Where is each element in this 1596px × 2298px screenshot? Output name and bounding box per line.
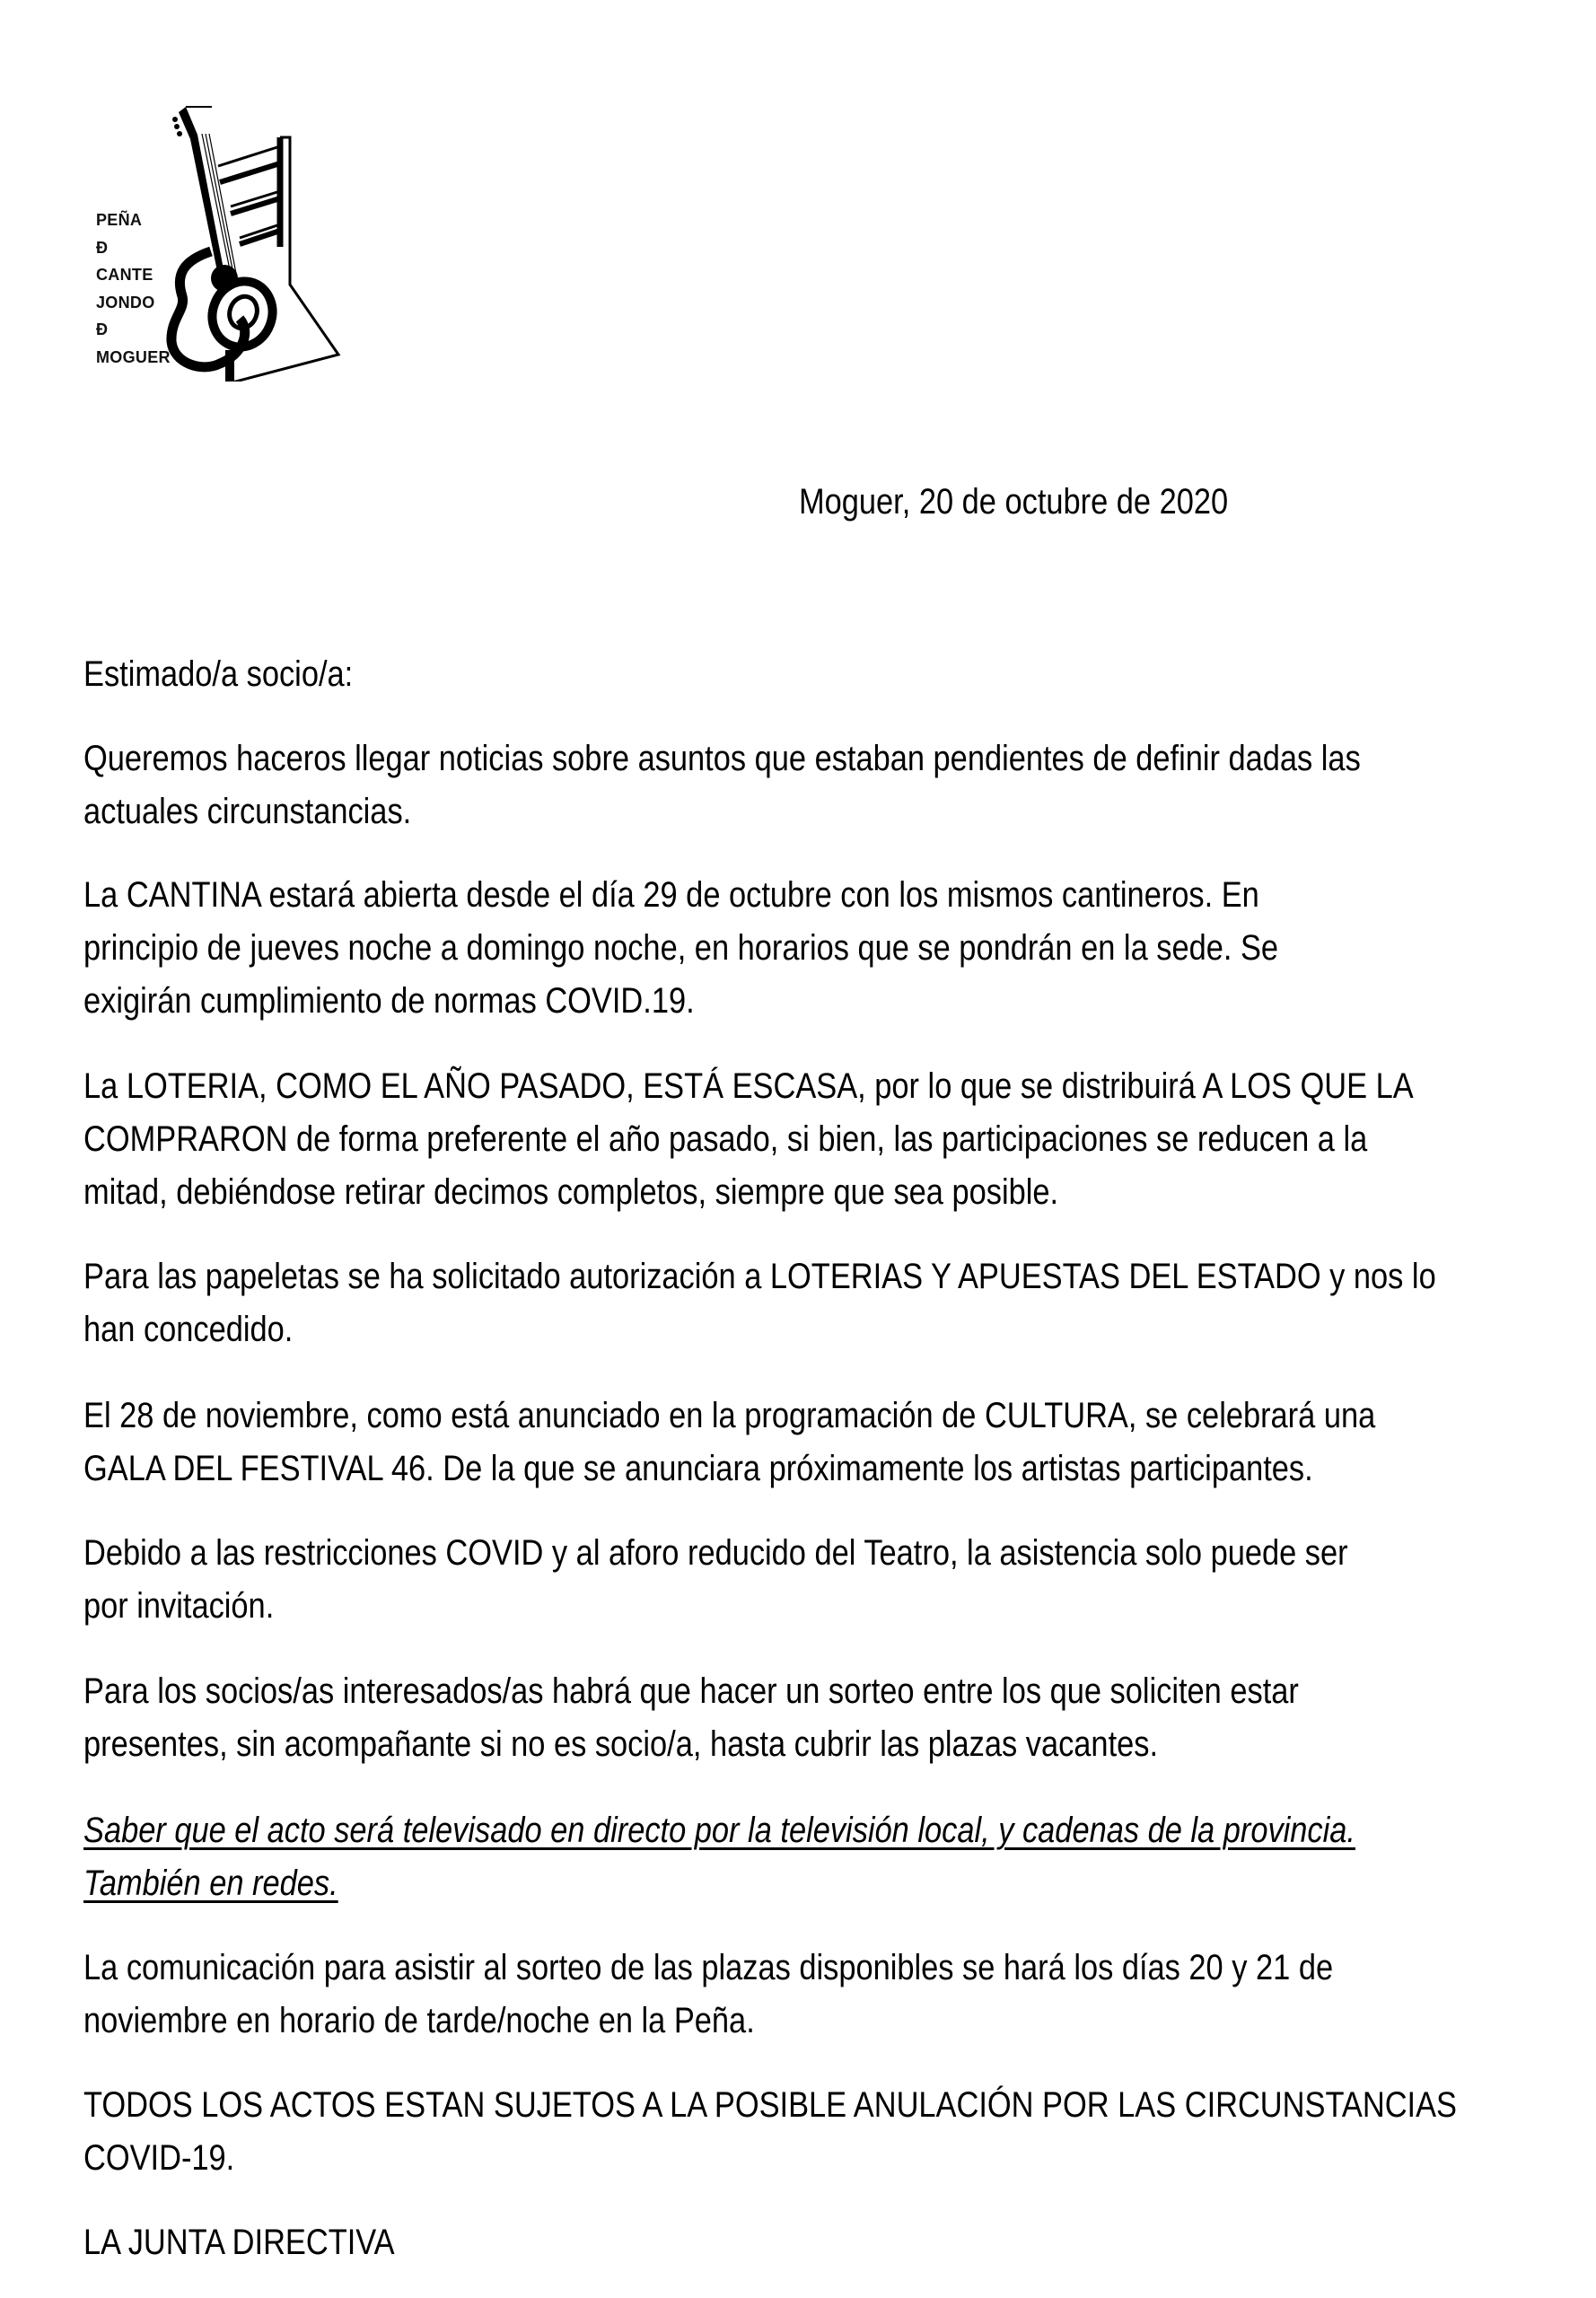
paragraph-line: Debido a las restricciones COVID y al aforo reducido del Teatro, la asistencia solo puede ser — [83, 1533, 1348, 1573]
paragraph-cantina — [83, 869, 1473, 1028]
paragraph-line: han concedido. — [83, 1310, 294, 1349]
logo-line: PEÑA — [96, 211, 143, 229]
paragraph-line-emphasis: También en redes. — [83, 1864, 338, 1903]
paragraph-line: por invitación. — [83, 1586, 275, 1626]
paragraph-restricciones — [83, 1527, 1554, 1633]
salutation — [83, 648, 397, 701]
paragraph-line: principio de jueves noche a domingo noche, en horarios que se pondrán en la sede. Se — [83, 928, 1279, 968]
paragraph-line: Para las papeletas se ha solicitado autorización a LOTERIAS Y APUESTAS DEL ESTADO y nos lo — [83, 1257, 1436, 1296]
paragraph-line: actuales circunstancias. — [83, 792, 412, 831]
paragraph-intro — [83, 732, 1568, 838]
paragraph-loteria — [83, 1060, 1596, 1219]
signature-text: LA JUNTA DIRECTIVA — [83, 2223, 395, 2262]
paragraph-line: Queremos haceros llegar noticias sobre asuntos que estaban pendientes de definir dadas las — [83, 739, 1361, 778]
paragraph-line: La CANTINA estará abierta desde el día 29 de octubre con los mismos cantineros. En — [83, 875, 1259, 915]
guitar-and-chair-icon — [85, 94, 355, 382]
logo-line: Đ — [96, 320, 109, 338]
paragraph-gala — [83, 1390, 1586, 1495]
logo-line: Đ — [96, 238, 109, 257]
paragraph-line: TODOS LOS ACTOS ESTAN SUJETOS A LA POSIBLE ANULACIÓN POR LAS CIRCUNSTANCIAS — [83, 2085, 1457, 2125]
guitar-icon — [171, 107, 282, 382]
paragraph-line: presentes, sin acompañante si no es socio/a, hasta cubrir las plazas vacantes. — [83, 1724, 1159, 1764]
salutation-text: Estimado/a socio/a: — [83, 654, 354, 694]
paragraph-line: COVID-19. — [83, 2138, 235, 2178]
paragraph-line: GALA DEL FESTIVAL 46. De la que se anunciara próximamente los artistas participantes. — [83, 1449, 1313, 1488]
logo-line: MOGUER — [96, 347, 171, 366]
logo-line: CANTE — [96, 266, 153, 284]
paragraph-sorteo — [83, 1665, 1496, 1771]
paragraph-line: El 28 de noviembre, como está anunciado en la programación de CULTURA, se celebrará una — [83, 1396, 1376, 1435]
paragraph-televisado — [83, 1804, 1563, 1910]
paragraph-line: noviembre en horario de tarde/noche en la Peña. — [83, 2001, 755, 2040]
paragraph-papeletas — [83, 1250, 1596, 1356]
paragraph-anulacion — [83, 2079, 1596, 2185]
paragraph-line: Para los socios/as interesados/as habrá que hacer un sorteo entre los que soliciten estar — [83, 1671, 1299, 1711]
letter-date: Moguer, 20 de octubre de 2020 — [799, 482, 1229, 522]
signature — [83, 2216, 445, 2269]
paragraph-line: mitad, debiéndose retirar decimos completos, siempre que sea posible. — [83, 1172, 1059, 1212]
logo-line: JONDO — [96, 293, 155, 311]
paragraph-line: La comunicación para asistir al sorteo de las plazas disponibles se hará los días 20 y 21 de — [83, 1948, 1334, 1987]
paragraph-line: exigirán cumplimiento de normas COVID.19. — [83, 981, 695, 1021]
paragraph-line: La LOTERIA, COMO EL AÑO PASADO, ESTÁ ESCASA, por lo que se distribuirá A LOS QUE LA — [83, 1066, 1414, 1106]
paragraph-line: COMPRARON de forma preferente el año pasado, si bien, las participaciones se reducen a la — [83, 1119, 1368, 1159]
paragraph-line-emphasis: Saber que el acto será televisado en directo por la televisión local, y cadenas de la provincia. — [83, 1811, 1355, 1850]
paragraph-comunicacion — [83, 1942, 1537, 2048]
